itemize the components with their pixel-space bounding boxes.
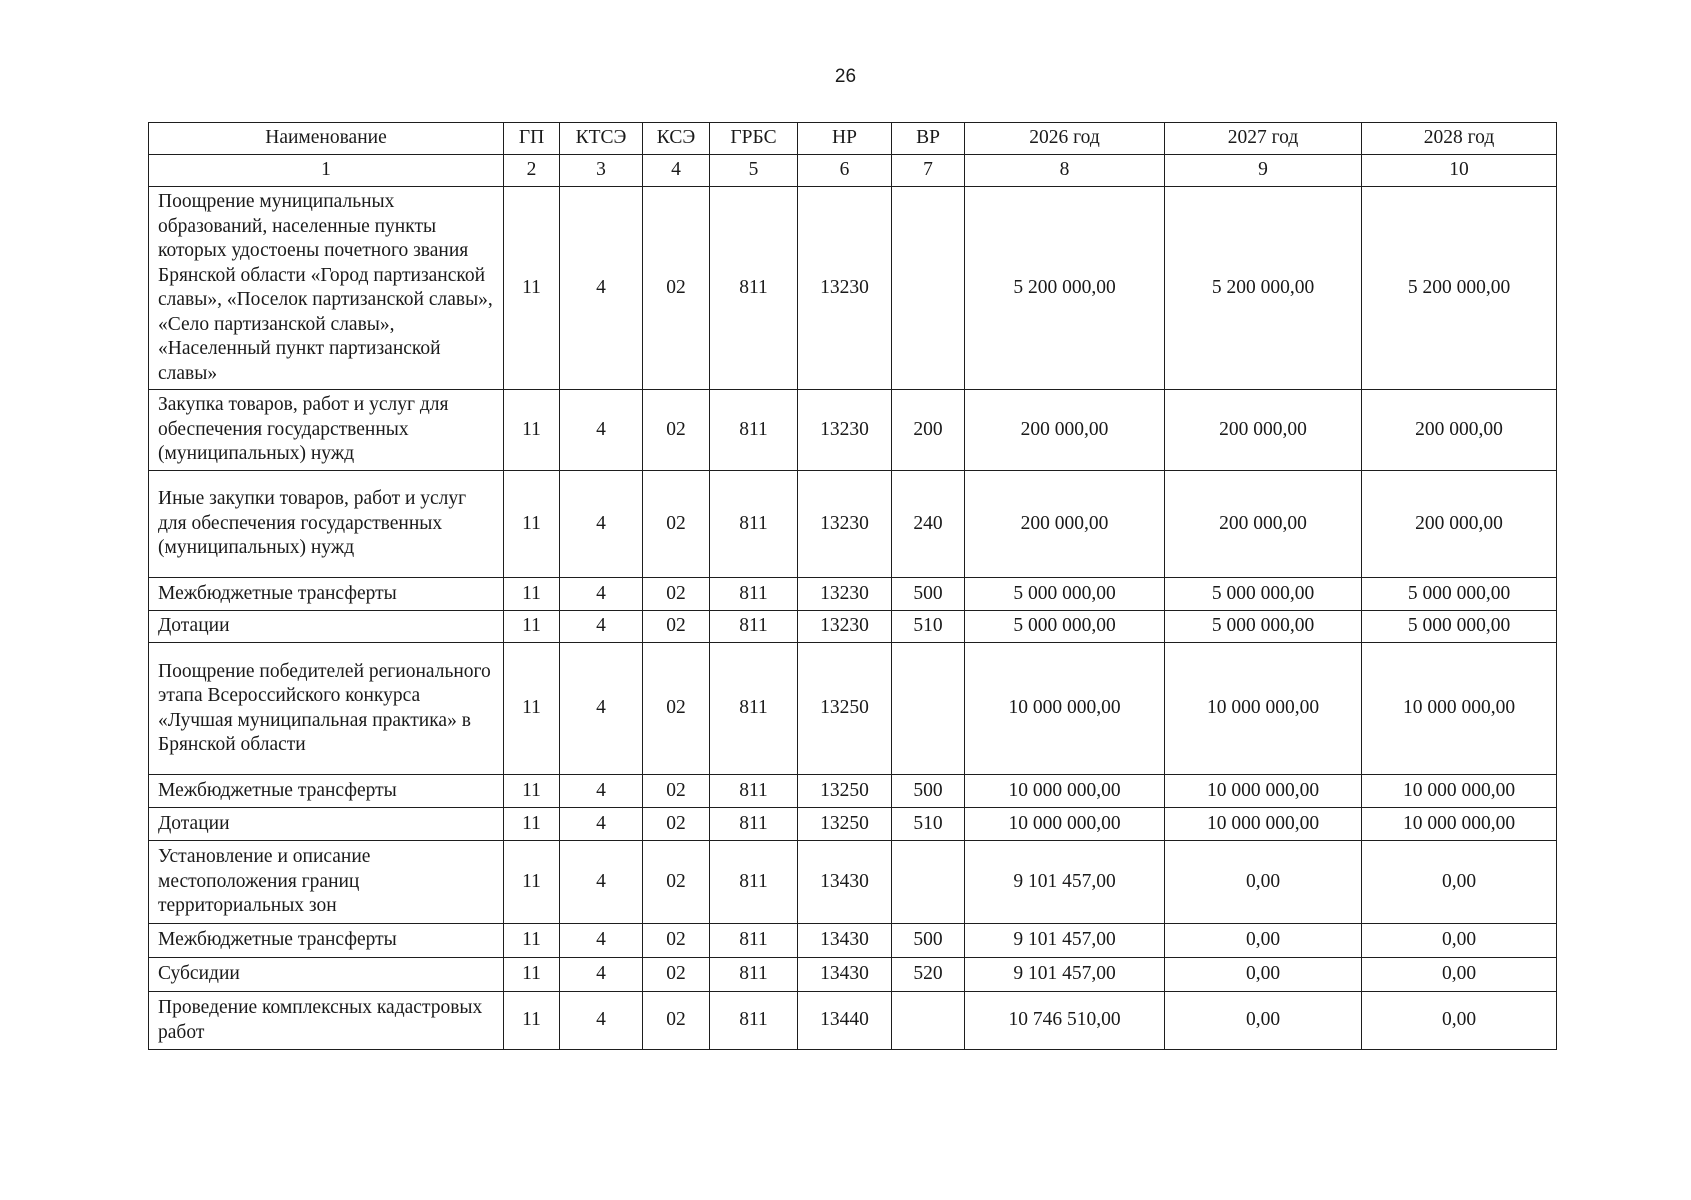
row-2026: 9 101 457,00 <box>965 841 1165 924</box>
row-grbs: 811 <box>710 992 798 1050</box>
row-nr: 13230 <box>798 471 892 578</box>
row-nr: 13250 <box>798 643 892 775</box>
column-number: 1 <box>149 155 504 187</box>
row-nr: 13230 <box>798 578 892 611</box>
row-gp: 11 <box>504 611 560 643</box>
row-name: Дотации <box>149 808 504 841</box>
row-ktse: 4 <box>560 187 643 390</box>
row-vr: 510 <box>892 611 965 643</box>
row-ktse: 4 <box>560 958 643 992</box>
row-2027: 200 000,00 <box>1165 390 1362 471</box>
row-2026: 5 200 000,00 <box>965 187 1165 390</box>
page-number: 26 <box>834 66 857 87</box>
row-gp: 11 <box>504 187 560 390</box>
row-kse: 02 <box>643 924 710 958</box>
table-row <box>149 390 1557 471</box>
row-gp: 11 <box>504 841 560 924</box>
column-number: 3 <box>560 155 643 187</box>
row-2026: 10 000 000,00 <box>965 643 1165 775</box>
header-vr: ВР <box>892 123 965 155</box>
row-gp: 11 <box>504 775 560 808</box>
row-2027: 10 000 000,00 <box>1165 808 1362 841</box>
row-nr: 13250 <box>798 775 892 808</box>
row-2028: 10 000 000,00 <box>1362 643 1557 775</box>
column-number: 8 <box>965 155 1165 187</box>
row-2027: 5 200 000,00 <box>1165 187 1362 390</box>
row-name: Иные закупки товаров, работ и услуг для обеспечения государственных (муниципальных) нужд <box>149 471 504 578</box>
row-gp: 11 <box>504 924 560 958</box>
row-ktse: 4 <box>560 390 643 471</box>
row-ktse: 4 <box>560 578 643 611</box>
row-2027: 10 000 000,00 <box>1165 643 1362 775</box>
row-2026: 9 101 457,00 <box>965 958 1165 992</box>
row-grbs: 811 <box>710 775 798 808</box>
row-2026: 10 000 000,00 <box>965 808 1165 841</box>
row-nr: 13430 <box>798 924 892 958</box>
row-kse: 02 <box>643 471 710 578</box>
row-kse: 02 <box>643 390 710 471</box>
row-ktse: 4 <box>560 775 643 808</box>
header-kse: КСЭ <box>643 123 710 155</box>
row-ktse: 4 <box>560 611 643 643</box>
row-grbs: 811 <box>710 471 798 578</box>
row-grbs: 811 <box>710 924 798 958</box>
row-vr <box>892 187 965 390</box>
table-row <box>149 611 1557 643</box>
row-2026: 200 000,00 <box>965 390 1165 471</box>
row-vr: 520 <box>892 958 965 992</box>
row-nr: 13230 <box>798 390 892 471</box>
row-nr: 13250 <box>798 808 892 841</box>
row-nr: 13230 <box>798 611 892 643</box>
table-header-row <box>149 123 1557 155</box>
row-vr <box>892 992 965 1050</box>
row-kse: 02 <box>643 611 710 643</box>
row-name: Межбюджетные трансферты <box>149 578 504 611</box>
table-body <box>149 187 1557 1050</box>
row-ktse: 4 <box>560 643 643 775</box>
table-row <box>149 808 1557 841</box>
header-nr: НР <box>798 123 892 155</box>
header-name: Наименование <box>149 123 504 155</box>
row-name: Межбюджетные трансферты <box>149 775 504 808</box>
row-gp: 11 <box>504 958 560 992</box>
row-2026: 5 000 000,00 <box>965 578 1165 611</box>
table-row <box>149 471 1557 578</box>
row-2028: 0,00 <box>1362 924 1557 958</box>
row-gp: 11 <box>504 808 560 841</box>
row-name: Межбюджетные трансферты <box>149 924 504 958</box>
header-ktse: КТСЭ <box>560 123 643 155</box>
row-vr: 500 <box>892 924 965 958</box>
row-2028: 0,00 <box>1362 841 1557 924</box>
row-grbs: 811 <box>710 611 798 643</box>
table-row <box>149 775 1557 808</box>
table-row <box>149 643 1557 775</box>
column-number: 5 <box>710 155 798 187</box>
column-number: 7 <box>892 155 965 187</box>
row-ktse: 4 <box>560 841 643 924</box>
header-2026: 2026 год <box>965 123 1165 155</box>
row-name: Дотации <box>149 611 504 643</box>
row-grbs: 811 <box>710 578 798 611</box>
row-gp: 11 <box>504 471 560 578</box>
row-2027: 0,00 <box>1165 924 1362 958</box>
row-kse: 02 <box>643 992 710 1050</box>
row-ktse: 4 <box>560 992 643 1050</box>
row-2028: 200 000,00 <box>1362 390 1557 471</box>
row-kse: 02 <box>643 841 710 924</box>
row-name: Закупка товаров, работ и услуг для обеспечения государственных (муниципальных) нужд <box>149 390 504 471</box>
row-nr: 13430 <box>798 841 892 924</box>
row-2026: 200 000,00 <box>965 471 1165 578</box>
table-row <box>149 992 1557 1050</box>
row-2028: 0,00 <box>1362 958 1557 992</box>
row-kse: 02 <box>643 578 710 611</box>
row-grbs: 811 <box>710 643 798 775</box>
row-vr <box>892 841 965 924</box>
row-grbs: 811 <box>710 808 798 841</box>
row-2027: 5 000 000,00 <box>1165 578 1362 611</box>
row-vr: 200 <box>892 390 965 471</box>
row-2028: 5 000 000,00 <box>1362 611 1557 643</box>
row-2026: 9 101 457,00 <box>965 924 1165 958</box>
row-kse: 02 <box>643 808 710 841</box>
header-gp: ГП <box>504 123 560 155</box>
row-vr: 500 <box>892 578 965 611</box>
row-grbs: 811 <box>710 958 798 992</box>
column-number: 9 <box>1165 155 1362 187</box>
table-row <box>149 924 1557 958</box>
row-gp: 11 <box>504 578 560 611</box>
row-2027: 0,00 <box>1165 841 1362 924</box>
row-2027: 200 000,00 <box>1165 471 1362 578</box>
row-nr: 13230 <box>798 187 892 390</box>
budget-table <box>148 122 1557 1050</box>
row-2027: 0,00 <box>1165 958 1362 992</box>
row-ktse: 4 <box>560 808 643 841</box>
column-number: 10 <box>1362 155 1557 187</box>
row-grbs: 811 <box>710 187 798 390</box>
row-gp: 11 <box>504 992 560 1050</box>
column-number: 4 <box>643 155 710 187</box>
table-row <box>149 958 1557 992</box>
row-grbs: 811 <box>710 390 798 471</box>
row-kse: 02 <box>643 958 710 992</box>
row-kse: 02 <box>643 643 710 775</box>
column-number-row <box>149 155 1557 187</box>
header-grbs: ГРБС <box>710 123 798 155</box>
row-2028: 0,00 <box>1362 992 1557 1050</box>
row-gp: 11 <box>504 643 560 775</box>
column-number: 6 <box>798 155 892 187</box>
header-2028: 2028 год <box>1362 123 1557 155</box>
row-gp: 11 <box>504 390 560 471</box>
row-2027: 10 000 000,00 <box>1165 775 1362 808</box>
row-kse: 02 <box>643 775 710 808</box>
table-row <box>149 841 1557 924</box>
row-name: Поощрение победителей регионального этапа Всероссийского конкурса «Лучшая муниципальная практика» в Брянской области <box>149 643 504 775</box>
row-name: Установление и описание местоположения границ территориальных зон <box>149 841 504 924</box>
row-nr: 13430 <box>798 958 892 992</box>
row-2026: 5 000 000,00 <box>965 611 1165 643</box>
row-2028: 200 000,00 <box>1362 471 1557 578</box>
row-2027: 0,00 <box>1165 992 1362 1050</box>
row-grbs: 811 <box>710 841 798 924</box>
row-2028: 10 000 000,00 <box>1362 775 1557 808</box>
row-2028: 5 200 000,00 <box>1362 187 1557 390</box>
row-vr: 510 <box>892 808 965 841</box>
row-kse: 02 <box>643 187 710 390</box>
row-2026: 10 000 000,00 <box>965 775 1165 808</box>
row-name: Поощрение муниципальных образований, населенные пункты которых удостоены почетного звания Брянской области «Город партизанской славы», «Поселок партизанской славы», «Село партизанской славы», «Населенный пункт партизанской славы» <box>149 187 504 390</box>
row-vr: 240 <box>892 471 965 578</box>
header-2027: 2027 год <box>1165 123 1362 155</box>
row-nr: 13440 <box>798 992 892 1050</box>
row-ktse: 4 <box>560 924 643 958</box>
row-2028: 5 000 000,00 <box>1362 578 1557 611</box>
table-row <box>149 187 1557 390</box>
row-vr <box>892 643 965 775</box>
row-name: Проведение комплексных кадастровых работ <box>149 992 504 1050</box>
row-name: Субсидии <box>149 958 504 992</box>
row-2027: 5 000 000,00 <box>1165 611 1362 643</box>
row-2026: 10 746 510,00 <box>965 992 1165 1050</box>
table-row <box>149 578 1557 611</box>
row-vr: 500 <box>892 775 965 808</box>
row-2028: 10 000 000,00 <box>1362 808 1557 841</box>
row-ktse: 4 <box>560 471 643 578</box>
column-number: 2 <box>504 155 560 187</box>
